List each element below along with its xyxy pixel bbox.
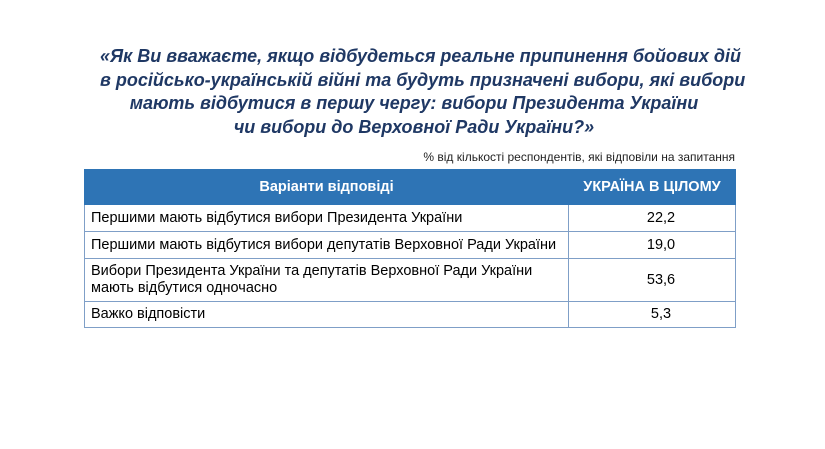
answer-line: Вибори Президента України та депутатів Верховної Ради України (91, 263, 533, 279)
header-ukraine-total: УКРАЇНА В ЦІЛОМУ (569, 170, 736, 205)
question-line: мають відбутися в першу чергу: вибори Президента України (129, 93, 699, 113)
table-row (85, 205, 736, 232)
question-line: «Як Ви вважаєте, якщо відбудеться реальне припинення бойових дій (100, 46, 741, 66)
value-cell: 19,0 (569, 232, 736, 259)
table-row (85, 302, 736, 328)
survey-question (100, 45, 746, 139)
value-cell: 22,2 (569, 205, 736, 232)
header-answer-options: Варіанти відповіді (85, 170, 569, 205)
answer-cell: Першими мають відбутися вибори депутатів Верховної Ради України (85, 232, 569, 259)
table-header-row (85, 170, 736, 205)
question-line: в російсько-українській війні та будуть призначені вибори, які вибори (100, 69, 746, 90)
answer-line: мають відбутися одночасно (91, 280, 278, 296)
table-row (85, 232, 736, 259)
value-cell: 53,6 (569, 259, 736, 302)
answer-cell (85, 259, 569, 302)
question-line: чи вибори до Верховної Ради України?» (233, 116, 595, 137)
results-table (84, 169, 736, 328)
value-cell: 5,3 (569, 302, 736, 328)
answer-cell: Першими мають відбутися вибори Президента України (85, 205, 569, 232)
respondents-note: % від кількості респондентів, які відповіли на запитання (423, 150, 735, 164)
table-row (85, 259, 736, 302)
answer-cell: Важко відповісти (85, 302, 569, 328)
